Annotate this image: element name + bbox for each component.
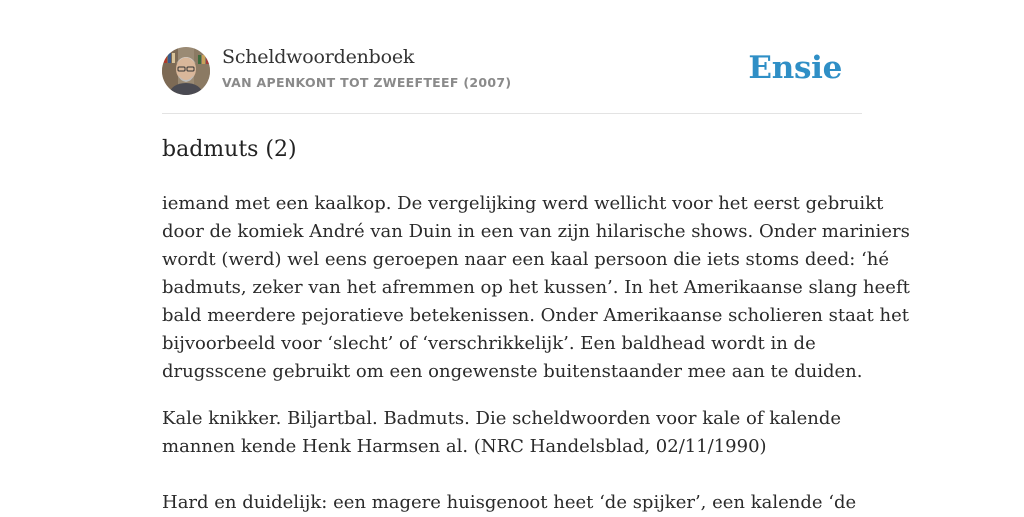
text-line: mannen kende Henk Harmsen al. (NRC Handelsblad, 02/11/1990) — [162, 436, 767, 457]
text-line: wordt (werd) wel eens geroepen naar een kaal persoon die iets stoms deed: ‘hé — [162, 249, 889, 270]
text-line: bijvoorbeeld voor ‘slecht’ of ‘verschrikkelijk’. Een baldhead wordt in de — [162, 333, 816, 354]
text-line: Hard en duidelijk: een magere huisgenoot heet ‘de spijker’, een kalende ‘de — [162, 492, 857, 513]
book-title[interactable]: Scheldwoordenboek — [222, 46, 415, 68]
text-line: door de komiek André van Duin in een van zijn hilarische shows. Onder mariniers — [162, 221, 910, 242]
text-line: Kale knikker. Biljartbal. Badmuts. Die scheldwoorden voor kale of kalende — [162, 408, 842, 429]
text-line: drugsscene gebruikt om een ongewenste buitenstaander mee aan te duiden. — [162, 361, 863, 382]
entry-paragraph — [162, 190, 910, 386]
entry-paragraph — [162, 405, 862, 461]
author-avatar[interactable] — [162, 47, 210, 95]
book-subtitle: VAN APENKONT TOT ZWEEFTEEF (2007) — [222, 75, 512, 90]
text-line: bald meerdere pejoratieve betekenissen. Onder Amerikaanse scholieren staat het — [162, 305, 909, 326]
entry-paragraph — [162, 489, 862, 517]
entry-title: badmuts (2) — [162, 137, 297, 162]
book-header — [162, 0, 862, 114]
author-portrait-icon — [162, 47, 210, 95]
page — [162, 0, 910, 513]
text-line: iemand met een kaalkop. De vergelijking werd wellicht voor het eerst gebruikt — [162, 193, 884, 214]
text-line: badmuts, zeker van het afremmen op het kussen’. In het Amerikaanse slang heeft — [162, 277, 910, 298]
ensie-logo[interactable]: Ensie — [748, 50, 842, 86]
